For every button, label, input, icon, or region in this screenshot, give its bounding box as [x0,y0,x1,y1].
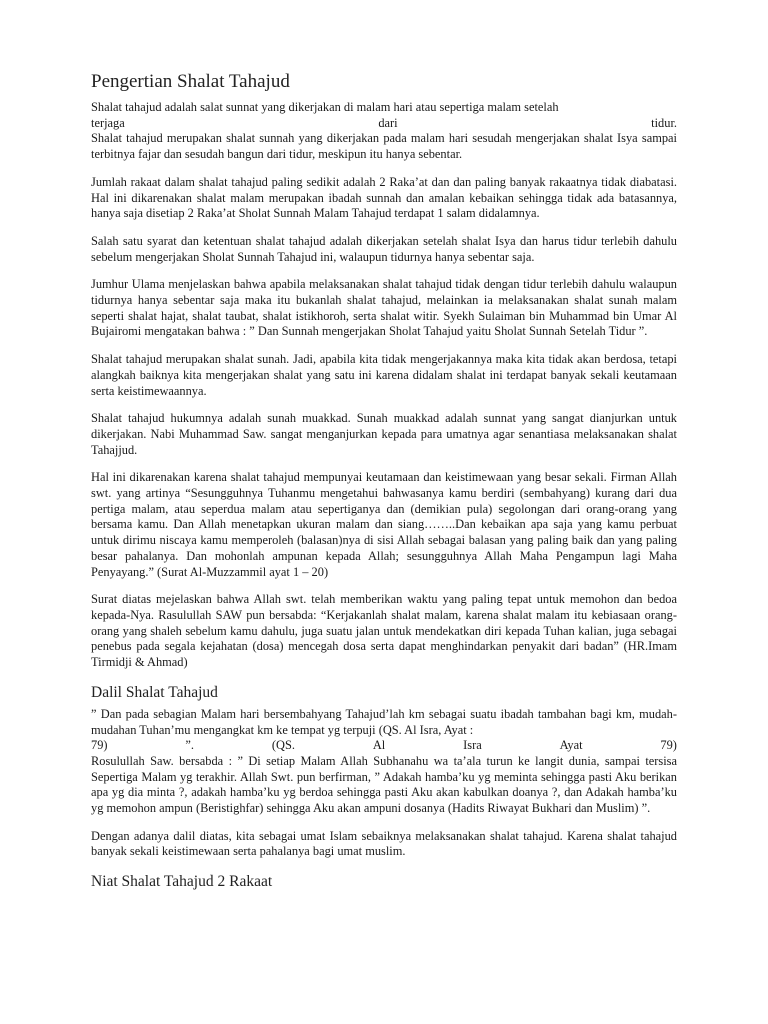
paragraph-surat: Surat diatas mejelaskan bahwa Allah swt. telah memberikan waktu yang paling tepat untuk memohon dan bedoa kepada-Nya. Rasulullah SAW pun bersabda: “Kerjakanlah shalat malam, karena shalat malam itu kebiasaan orang-orang yang shaleh sebelum kamu dahulu, juga suatu jalan untuk mendekatkan diri kepada Tuhan kalian, juga sebagai penebus pada segala kejahatan (dosa) mencegah dosa serta dapat menghindarkan penyakit dari badan” (HR.Imam Tirmidji & Ahmad) [91,592,677,670]
paragraph-dalil [91,707,677,817]
dalil-hadith: Rosulullah Saw. bersabda : ” Di setiap Malam Allah Subhanahu wa ta’ala turun ke langit dunia, sampai tersisa Sepertiga Malam yg terakhir. Allah Swt. pun berfirman, ” Adakah hamba’ku yg meminta sehingga pasti Aku berikan apa yg dia minta ?, adakah hamba’ku yg berdoa sehingga pasti Aku akan kabulkan doanya ?, dan Adakah hamba’ku yg memohon ampun (Beristighfar) sehingga Aku akan ampuni dosanya (Hadits Riwayat Bukhari dan Muslim) ”. [91,753,677,816]
paragraph-closing: Dengan adanya dalil diatas, kita sebagai umat Islam sebaiknya melaksanakan shalat tahajud. Karena shalat tahajud banyak sekali keistimewaan serta pahalanya bagi umat muslim. [91,828,677,859]
intro-word-tidur: tidur. [651,115,677,130]
intro-rest: Shalat tahajud merupakan shalat sunnah yang dikerjakan pada malam hari sesudah mengerjakan shalat Isya sampai terbitnya fajar dan sesudah bangun dari tidur, meskipun itu hanya sebentar. [91,131,677,162]
dalil-ref-part: 79) [91,738,108,753]
dalil-ref-part: ”. [185,738,195,753]
paragraph-hukum: Shalat tahajud hukumnya adalah sunah muakkad. Sunah muakkad adalah sunnat yang sangat dianjurkan untuk dikerjakan. Nabi Muhammad Saw. sangat menganjurkan kepada para umatnya agar senantiasa melaksanakan shalat Tahajjud. [91,411,677,457]
paragraph-rakaat: Jumlah rakaat dalam shalat tahajud paling sedikit adalah 2 Raka’at dan dan paling banyak rakaatnya tidak diabatasi. Hal ini dikarenakan shalat malam merupakan ibadah sunnah dan amalan kebaikan sehingga tidak ada batasannya, hanya saja disetiap 2 Raka’at Sholat Sunnah Malam Tahajud terdapat 1 salam didalamnya. [91,174,677,221]
intro-word-terjaga: terjaga [91,115,125,130]
dalil-ref-part: Isra [463,738,482,753]
dalil-head: ” Dan pada sebagian Malam hari bersembahyang Tahajud’lah km sebagai suatu ibadah tambahan bagi km, mudah-mudahan Tuhan’mu mengangkat km ke tempat yg terpuji (QS. Al Isra, Ayat : [91,706,677,737]
section-heading-niat: Niat Shalat Tahajud 2 Rakaat [91,873,273,891]
document-page [91,70,677,896]
dalil-ref-part: 79) [660,738,677,753]
dalil-reference-line [91,738,677,754]
page-title: Pengertian Shalat Tahajud [91,71,290,92]
dalil-ref-part: Al [372,738,386,753]
paragraph-keutamaan: Hal ini dikarenakan karena shalat tahajud mempunyai keutamaan dan keistimewaan yang besar sekali. Firman Allah swt. yang artinya “Sesungguhnya Tuhanmu mengetahui bahwasanya kamu berdiri (sembahyang) kurang dari dua pertiga malam, atau seperdua malam atau sepertiganya dan (demikian pula) segolongan dari orang-orang yang bersama kamu. Dan Allah menetapkan ukuran malam dan siang……..Dan kebaikan apa saja yang kamu perbuat untuk dirimu niscaya kamu memperoleh (balasan)nya di sisi Allah sebagai balasan yang paling baik dan yang paling besar pahalanya. Dan mohonlah ampunan kepada Allah; sesungguhnya Allah Maha Pengampun lagi Maha Penyayang.” (Surat Al-Muzzammil ayat 1 – 20) [91,470,677,579]
intro-word-dari: dari [378,115,398,130]
intro-line-2 [91,116,677,132]
section-heading-dalil: Dalil Shalat Tahajud [91,683,218,701]
intro-line-1: Shalat tahajud adalah salat sunnat yang dikerjakan di malam hari atau sepertiga malam setelah [91,100,559,114]
dalil-ref-part: Ayat [559,738,583,753]
paragraph-syarat: Salah satu syarat dan ketentuan shalat tahajud adalah dikerjakan setelah shalat Isya dan harus tidur terlebih dahulu sebelum mengerjakan Sholat Sunnah Tahajud ini, walaupun tidurnya hanya sebentar saja. [91,233,677,264]
paragraph-jumhur: Jumhur Ulama menjelaskan bahwa apabila melaksanakan shalat tahajud tidak dengan tidur terlebih dahulu walaupun tidurnya hanya sebentar saja maka itu bukanlah shalat tahajud, melainkan ia melaksanakan shalat sunah malam seperti shalat hajat, shalat taubat, shalat istikhoroh, serta shalat witir. Syekh Sulaiman bin Muhammad bin Umar Al Bujairomi mengatakan bahwa : ” Dan Sunnah mengerjakan Sholat Tahajud yaitu Sholat Sunnah Setelah Tidur ”. [91,277,677,339]
dalil-ref-part: (QS. [271,738,295,753]
paragraph-intro [91,100,677,163]
paragraph-sunah: Shalat tahajud merupakan shalat sunah. Jadi, apabila kita tidak mengerjakannya maka kita tidak akan berdosa, tetapi alangkah baiknya kita mengerjakan shalat yang satu ini karena didalam shalat ini terdapat banyak sekali keutamaan serta keistimewaannya. [91,352,677,398]
